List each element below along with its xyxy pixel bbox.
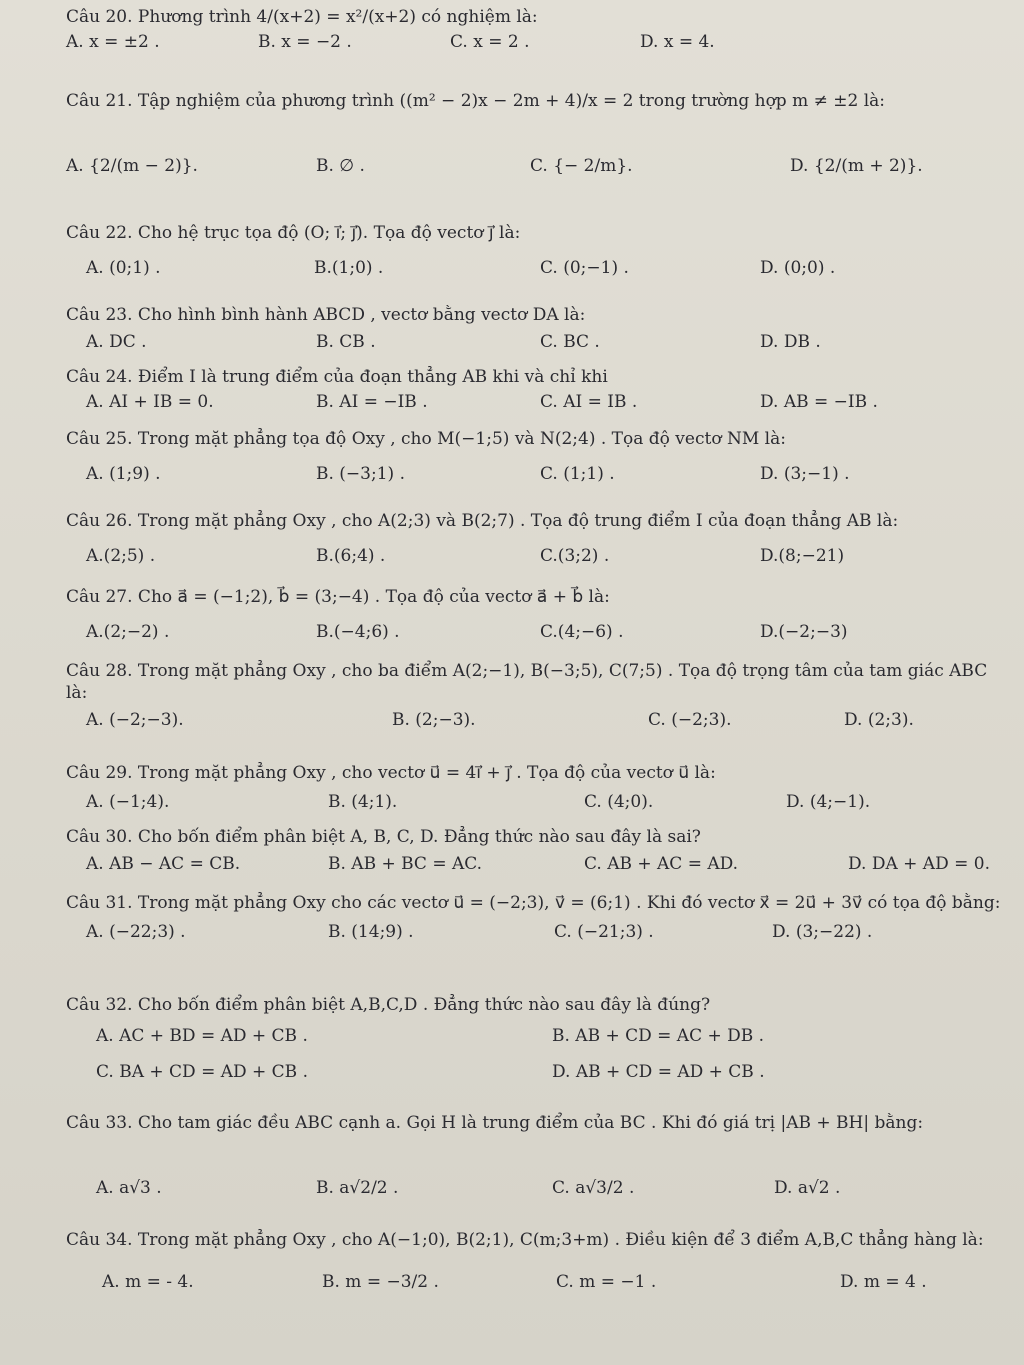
- option-c[interactable]: C. {− 2/m}.: [530, 156, 633, 176]
- question-stem: Câu 34. Trong mặt phẳng Oxy , cho A(−1;0), B(2;1), C(m;3+m) . Điều kiện để 3 điểm A,B,C thẳng hàng là:: [66, 1230, 984, 1250]
- answer-options: [66, 1178, 1014, 1208]
- option-d[interactable]: D. DA + AD = 0.: [848, 854, 990, 874]
- question-stem: Câu 23. Cho hình bình hành ABCD , vectơ bằng vectơ DA là:: [66, 305, 586, 325]
- question-25: [66, 428, 1014, 494]
- option-d[interactable]: D. (3;−22) .: [772, 922, 873, 942]
- answer-options-row2: [66, 1062, 1014, 1092]
- option-d[interactable]: D.(−2;−3): [760, 622, 848, 642]
- question-stem: Câu 24. Điểm I là trung điểm của đoạn thẳng AB khi và chỉ khi: [66, 367, 608, 387]
- question-27: [66, 586, 1014, 652]
- option-c[interactable]: C. (−2;3).: [648, 710, 732, 730]
- option-a[interactable]: A. AB − AC = CB.: [86, 854, 241, 874]
- option-c[interactable]: C.(4;−6) .: [540, 622, 624, 642]
- question-33: [66, 1112, 1014, 1208]
- question-stem: Câu 32. Cho bốn điểm phân biệt A,B,C,D . Đẳng thức nào sau đây là đúng?: [66, 995, 711, 1015]
- option-d[interactable]: D. (2;3).: [844, 710, 914, 730]
- option-b[interactable]: B. m = −3/2 .: [322, 1272, 439, 1292]
- option-a[interactable]: A.(2;5) .: [86, 546, 156, 566]
- answer-options: [66, 464, 1014, 494]
- option-a[interactable]: A. (1;9) .: [86, 464, 161, 484]
- answer-options: [66, 622, 1014, 652]
- answer-options: [66, 258, 1014, 288]
- option-c[interactable]: C. AI = IB .: [540, 392, 638, 412]
- option-a[interactable]: A. a√3 .: [96, 1178, 162, 1198]
- answer-options: [66, 792, 1014, 822]
- option-c[interactable]: C. m = −1 .: [556, 1272, 657, 1292]
- option-c[interactable]: C. a√3/2 .: [552, 1178, 635, 1198]
- answer-options: [66, 1272, 1014, 1302]
- option-d[interactable]: D. (4;−1).: [786, 792, 871, 812]
- question-26: [66, 510, 1014, 576]
- question-stem: Câu 33. Cho tam giác đều ABC cạnh a. Gọi H là trung điểm của BC . Khi đó giá trị |AB + BH| bằng:: [66, 1113, 924, 1133]
- question-stem: Câu 30. Cho bốn điểm phân biệt A, B, C, D. Đẳng thức nào sau đây là sai?: [66, 827, 701, 847]
- answer-options: [66, 710, 1014, 740]
- option-a[interactable]: A. m = - 4.: [102, 1272, 194, 1292]
- question-stem: Câu 26. Trong mặt phẳng Oxy , cho A(2;3) và B(2;7) . Tọa độ trung điểm I của đoạn thẳng AB là:: [66, 511, 899, 531]
- answer-options: [66, 32, 1014, 62]
- option-a[interactable]: A. AC + BD = AD + CB .: [96, 1026, 308, 1046]
- option-b[interactable]: B. a√2/2 .: [316, 1178, 399, 1198]
- option-c[interactable]: C. BA + CD = AD + CB .: [96, 1062, 308, 1082]
- option-d[interactable]: D. {2/(m + 2)}.: [790, 156, 923, 176]
- option-a[interactable]: A. (0;1) .: [86, 258, 161, 278]
- option-d[interactable]: D. (0;0) .: [760, 258, 836, 278]
- option-b[interactable]: B. AB + CD = AC + DB .: [552, 1026, 765, 1046]
- question-32: [66, 994, 1014, 1092]
- option-c[interactable]: C. BC .: [540, 332, 600, 352]
- option-a[interactable]: A.(2;−2) .: [86, 622, 170, 642]
- option-a[interactable]: A. AI + IB = 0.: [86, 392, 214, 412]
- option-c[interactable]: C. (0;−1) .: [540, 258, 629, 278]
- option-b[interactable]: B. ∅ .: [316, 156, 365, 176]
- option-a[interactable]: A. (−1;4).: [86, 792, 170, 812]
- question-34: [66, 1226, 1014, 1302]
- question-21: [66, 90, 1014, 186]
- option-a[interactable]: A. (−22;3) .: [86, 922, 186, 942]
- question-stem: Câu 25. Trong mặt phẳng tọa độ Oxy , cho M(−1;5) và N(2;4) . Tọa độ vectơ NM là:: [66, 429, 786, 449]
- question-22: [66, 222, 1014, 288]
- option-c[interactable]: C. AB + AC = AD.: [584, 854, 739, 874]
- option-c[interactable]: C.(3;2) .: [540, 546, 610, 566]
- option-b[interactable]: B.(6;4) .: [316, 546, 386, 566]
- option-c[interactable]: C. x = 2 .: [450, 32, 530, 52]
- option-b[interactable]: B. (−3;1) .: [316, 464, 405, 484]
- question-stem: Câu 22. Cho hệ trục tọa độ (O; i⃗; j⃗). Tọa độ vectơ j⃗ là:: [66, 223, 521, 243]
- option-b[interactable]: B. AI = −IB .: [316, 392, 428, 412]
- option-a[interactable]: A. DC .: [86, 332, 147, 352]
- option-c[interactable]: C. (4;0).: [584, 792, 654, 812]
- answer-options: [66, 922, 1014, 952]
- option-c[interactable]: C. (−21;3) .: [554, 922, 654, 942]
- option-b[interactable]: B.(1;0) .: [314, 258, 384, 278]
- option-a[interactable]: A. (−2;−3).: [86, 710, 184, 730]
- question-stem: Câu 21. Tập nghiệm của phương trình ((m² − 2)x − 2m + 4)/x = 2 trong trường hợp m ≠ ±2 là:: [66, 91, 886, 111]
- option-b[interactable]: B. CB .: [316, 332, 376, 352]
- option-d[interactable]: D.(8;−21): [760, 546, 845, 566]
- option-b[interactable]: B. (4;1).: [328, 792, 398, 812]
- answer-options: [66, 546, 1014, 576]
- question-23: [66, 304, 1014, 362]
- question-29: [66, 762, 1014, 822]
- answer-options: [66, 392, 1014, 422]
- answer-options-row1: [66, 1026, 1014, 1056]
- question-31: [66, 892, 1014, 952]
- question-stem: Câu 31. Trong mặt phẳng Oxy cho các vectơ u⃗ = (−2;3), v⃗ = (6;1) . Khi đó vectơ x⃗ = 2u⃗ + 3v⃗ có tọa độ bằng:: [66, 893, 1001, 913]
- option-b[interactable]: B. x = −2 .: [258, 32, 352, 52]
- answer-options: [66, 332, 1014, 362]
- option-d[interactable]: D. m = 4 .: [840, 1272, 927, 1292]
- answer-options: [66, 854, 1014, 884]
- option-c[interactable]: C. (1;1) .: [540, 464, 615, 484]
- question-30: [66, 826, 1014, 884]
- option-b[interactable]: B. (2;−3).: [392, 710, 476, 730]
- option-d[interactable]: D. x = 4.: [640, 32, 715, 52]
- option-b[interactable]: B. (14;9) .: [328, 922, 414, 942]
- question-stem: Câu 27. Cho a⃗ = (−1;2), b⃗ = (3;−4) . Tọa độ của vectơ a⃗ + b⃗ là:: [66, 587, 610, 607]
- question-28: [66, 660, 1014, 740]
- option-a[interactable]: A. {2/(m − 2)}.: [66, 156, 198, 176]
- question-stem: Câu 20. Phương trình 4/(x+2) = x²/(x+2) có nghiệm là:: [66, 7, 538, 27]
- option-d[interactable]: D. a√2 .: [774, 1178, 841, 1198]
- answer-options: [66, 156, 1014, 186]
- option-b[interactable]: B.(−4;6) .: [316, 622, 400, 642]
- option-d[interactable]: D. AB + CD = AD + CB .: [552, 1062, 765, 1082]
- question-20: [66, 6, 1014, 62]
- option-a[interactable]: A. x = ±2 .: [66, 32, 160, 52]
- question-stem: Câu 28. Trong mặt phẳng Oxy , cho ba điểm A(2;−1), B(−3;5), C(7;5) . Tọa độ trọng tâm của tam giác ABC là:: [66, 661, 988, 703]
- question-24: [66, 366, 1014, 422]
- option-b[interactable]: B. AB + BC = AC.: [328, 854, 483, 874]
- option-d[interactable]: D. AB = −IB .: [760, 392, 878, 412]
- question-stem: Câu 29. Trong mặt phẳng Oxy , cho vectơ u⃗ = 4i⃗ + j⃗ . Tọa độ của vectơ u⃗ là:: [66, 763, 716, 783]
- option-d[interactable]: D. (3;−1) .: [760, 464, 850, 484]
- option-d[interactable]: D. DB .: [760, 332, 821, 352]
